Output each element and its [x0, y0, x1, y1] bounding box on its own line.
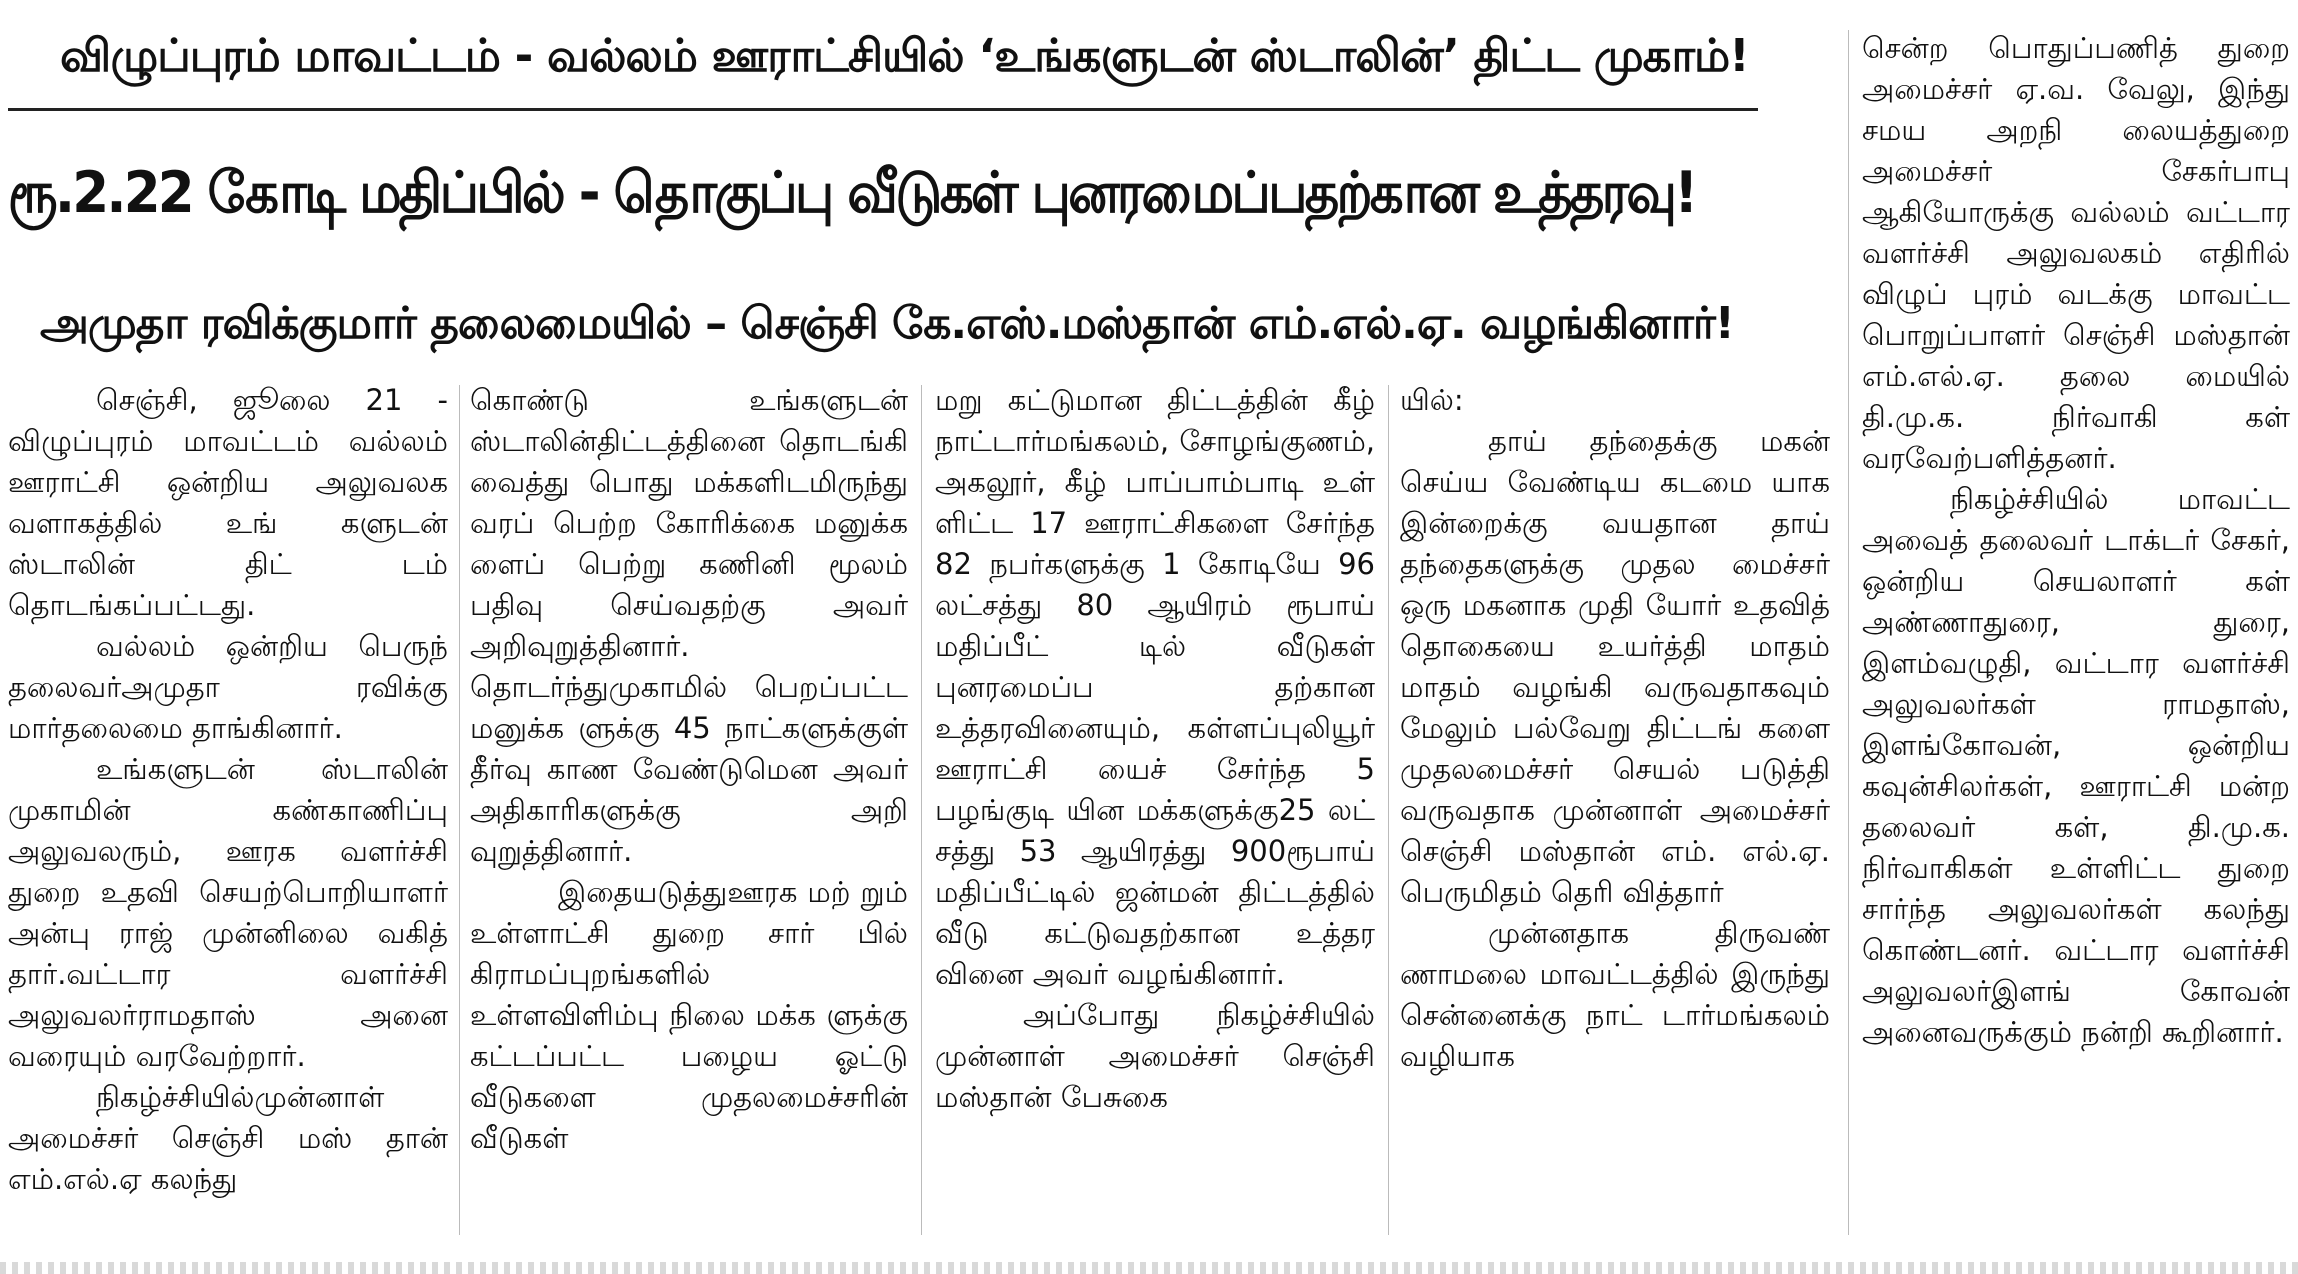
article-column-2: [470, 380, 908, 1159]
article-column-5: [1862, 28, 2290, 1053]
paragraph: யில்:: [1400, 383, 1464, 417]
paragraph: உங்களுடன் ஸ்டாலின் முகாமின் கண்காணிப்பு அலுவலரும், ஊரக வளர்ச்சி துறை உதவி செயற்பொறியாளர் அன்பு ராஜ் முன்னிலை வகித் தார்.வட்டார வளர்ச்சி அலுவலர்ராமதாஸ் அனை வரையும் வரவேற்றார்.: [8, 752, 448, 1073]
article-column-3: [935, 380, 1375, 1118]
column-divider: [921, 385, 922, 1235]
paragraph: இதையடுத்துஊரக மற் றும் உள்ளாட்சி துறை சார் பில் கிராமப்புறங்களில் உள்ளவிளிம்பு நிலை மக்க ளுக்கு கட்டப்பட்ட பழைய ஓட்டு வீடுகளை முதலமைச்சரின் வீடுகள்: [470, 875, 908, 1155]
paragraph: முன்னதாக திருவண் ணாமலை மாவட்டத்தில் இருந்து சென்னைக்கு நாட் டார்மங்கலம் வழியாக: [1400, 916, 1830, 1073]
paragraph: தாய் தந்தைக்கு மகன் செய்ய வேண்டிய கடமை யாக இன்றைக்கு வயதான தாய் தந்தைகளுக்கு முதல மைச்சர் ஒரு மகனாக முதி யோர் உதவித் தொகையை உயர்த்தி மாதம் மாதம் வழங்கி வருவதாகவும் மேலும் பல்வேறு திட்டங் களை முதலமைச்சர் செயல் படுத்தி வருவதாக முன்னாள் அமைச்சர் செஞ்சி மஸ்தான் எம். எல்.ஏ. பெருமிதம் தெரி வித்தார்: [1400, 424, 1830, 909]
paragraph: வல்லம் ஒன்றிய பெருந் தலைவர்அமுதா ரவிக்கு மார்தலைமை தாங்கினார்.: [8, 629, 448, 745]
kicker-underline: [8, 108, 1758, 111]
page-bottom-border: [0, 1262, 2298, 1274]
column-divider: [1388, 385, 1389, 1235]
article-column-1: [8, 380, 448, 1200]
main-headline: ரூ.2.22 கோடி மதிப்பில் - தொகுப்பு வீடுகள் புனரமைப்பதற்கான உத்தரவு!: [8, 160, 1696, 226]
kicker-headline: விழுப்புரம் மாவட்டம் - வல்லம் ஊராட்சியில் ‘உங்களுடன் ஸ்டாலின்’ திட்ட முகாம்!: [60, 29, 1749, 82]
paragraph: அப்போது நிகழ்ச்சியில் முன்னாள் அமைச்சர் செஞ்சி மஸ்தான் பேசுகை: [935, 998, 1375, 1114]
article-column-4: [1400, 380, 1830, 1077]
paragraph: கொண்டு உங்களுடன் ஸ்டாலின்திட்டத்தினை தொடங்கி வைத்து பொது மக்களிடமிருந்து வரப் பெற்ற கோரிக்கை மனுக்க ளைப் பெற்று கணினி மூலம் பதிவு செய்வதற்கு அவர் அறிவுறுத்தினார். தொடர்ந்துமுகாமில் பெறப்பட்ட மனுக்க ளுக்கு 45 நாட்களுக்குள் தீர்வு காண வேண்டுமென அவர் அதிகாரிகளுக்கு அறி வுறுத்தினார்.: [470, 383, 908, 868]
paragraph: சென்ற பொதுப்பணித் துறை அமைச்சர் ஏ.வ. வேலு, இந்து சமய அறநி லையத்துறை அமைச்சர் சேகர்பாபு ஆகியோருக்கு வல்லம் வட்டார வளர்ச்சி அலுவலகம் எதிரில் விழுப் புரம் வடக்கு மாவட்ட பொறுப்பாளர் செஞ்சி மஸ்தான் எம்.எல்.ஏ. தலை மையில் தி.மு.க. நிர்வாகி கள் வரவேற்பளித்தனர்.: [1862, 31, 2290, 475]
paragraph: நிகழ்ச்சியில் மாவட்ட அவைத் தலைவர் டாக்டர் சேகர், ஒன்றிய செயலாளர் கள் அண்ணாதுரை, துரை, இளம்வழுதி, வட்டார வளர்ச்சி அலுவலர்கள் ராமதாஸ், இளங்கோவன், ஒன்றிய கவுன்சிலர்கள், ஊராட்சி மன்ற தலைவர் கள், தி.மு.க. நிர்வாகிகள் உள்ளிட்ட துறை சார்ந்த அலுவலர்கள் கலந்து கொண்டனர். வட்டார வளர்ச்சி அலுவலர்இளங் கோவன் அனைவருக்கும் நன்றி கூறினார்.: [1862, 482, 2290, 1049]
column-divider: [459, 385, 460, 1235]
sub-headline: அமுதா ரவிக்குமார் தலைமையில் – செஞ்சி கே.எஸ்.மஸ்தான் எம்.எல்.ஏ. வழங்கினார்!: [40, 298, 1734, 349]
paragraph: செஞ்சி, ஜூலை 21 - விழுப்புரம் மாவட்டம் வல்லம் ஊராட்சி ஒன்றிய அலுவலக வளாகத்தில் உங் களுடன் ஸ்டாலின் திட் டம் தொடங்கப்பட்டது.: [8, 383, 448, 622]
column-divider: [1848, 30, 1849, 1235]
paragraph: மறு கட்டுமான திட்டத்தின் கீழ் நாட்டார்மங்கலம், சோழங்குணம், அகலூர், கீழ் பாப்பாம்பாடி உள் ளிட்ட 17 ஊராட்சிகளை சேர்ந்த 82 நபர்களுக்கு 1 கோடியே 96 லட்சத்து 80 ஆயிரம் ரூபாய் மதிப்பீட் டில் வீடுகள் புனரமைப்ப தற்கான உத்தரவினையும், கள்ளப்புலியூர் ஊராட்சி யைச் சேர்ந்த 5 பழங்குடி யின மக்களுக்கு25 லட் சத்து 53 ஆயிரத்து 900ரூபாய் மதிப்பீட்டில் ஜன்மன் திட்டத்தில் வீடு கட்டுவதற்கான உத்தர வினை அவர் வழங்கினார்.: [935, 383, 1375, 991]
paragraph: நிகழ்ச்சியில்முன்னாள் அமைச்சர் செஞ்சி மஸ் தான் எம்.எல்.ஏ கலந்து: [8, 1080, 448, 1196]
